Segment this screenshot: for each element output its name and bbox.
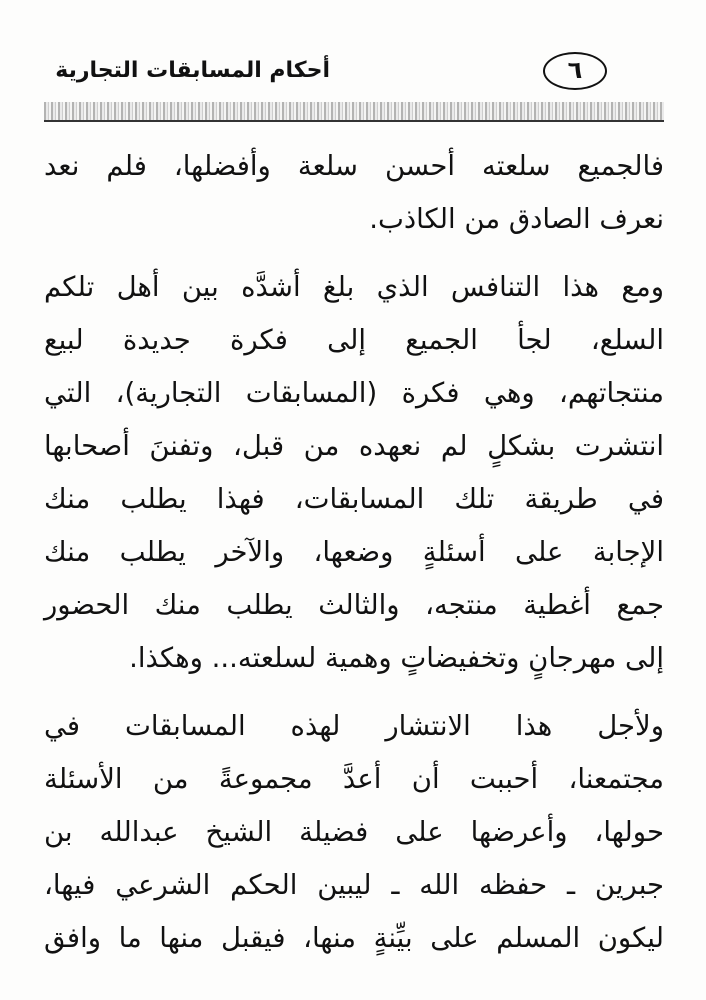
paragraph-2: [44, 261, 664, 685]
paragraph-gap: [44, 246, 664, 261]
text-line: مجتمعنا، أحببت أن أعدَّ مجموعةً من الأسئلة: [44, 763, 664, 795]
text-line: ومع هذا التنافس الذي بلغ أشدَّه بين أهل تلكم: [44, 271, 664, 303]
text-line: إلى مهرجانٍ وتخفيضاتٍ وهمية لسلعته... وهكذا.: [129, 642, 664, 674]
text-line: ولأجل هذا الانتشار لهذه المسابقات في: [44, 710, 664, 742]
header-ornament-band: [44, 102, 664, 120]
text-line: منتجاتهم، وهي فكرة (المسابقات التجارية)، التي: [44, 377, 664, 409]
text-line: حولها، وأعرضها على فضيلة الشيخ عبدالله بن: [44, 816, 664, 848]
text-line: فالجميع سلعته أحسن سلعة وأفضلها، فلم نعد: [44, 150, 664, 182]
text-line: ليكون المسلم على بيِّنةٍ منها، فيقبل منها ما وافق: [44, 922, 664, 954]
running-title: أحكام المسابقات التجارية: [55, 58, 330, 83]
page-number: ٦: [543, 52, 607, 90]
paragraph-3: [44, 700, 664, 965]
text-line: السلع، لجأ الجميع إلى فكرة جديدة لبيع: [44, 324, 664, 356]
text-line: في طريقة تلك المسابقات، فهذا يطلب منك: [44, 483, 664, 515]
paragraph-gap: [44, 685, 664, 700]
text-line: نعرف الصادق من الكاذب.: [369, 203, 664, 235]
text-line: جبرين ـ حفظه الله ـ ليبين الحكم الشرعي فيها،: [44, 869, 664, 901]
text-line: انتشرت بشكلٍ لم نعهده من قبل، وتفننَ أصحابها: [44, 430, 664, 462]
body-text: [44, 140, 664, 965]
header-rule: [44, 120, 664, 122]
page-header: [40, 46, 665, 102]
paragraph-1: [44, 140, 664, 246]
text-line: الإجابة على أسئلةٍ وضعها، والآخر يطلب منك: [44, 536, 664, 568]
text-line: جمع أغطية منتجه، والثالث يطلب منك الحضور: [44, 589, 664, 621]
